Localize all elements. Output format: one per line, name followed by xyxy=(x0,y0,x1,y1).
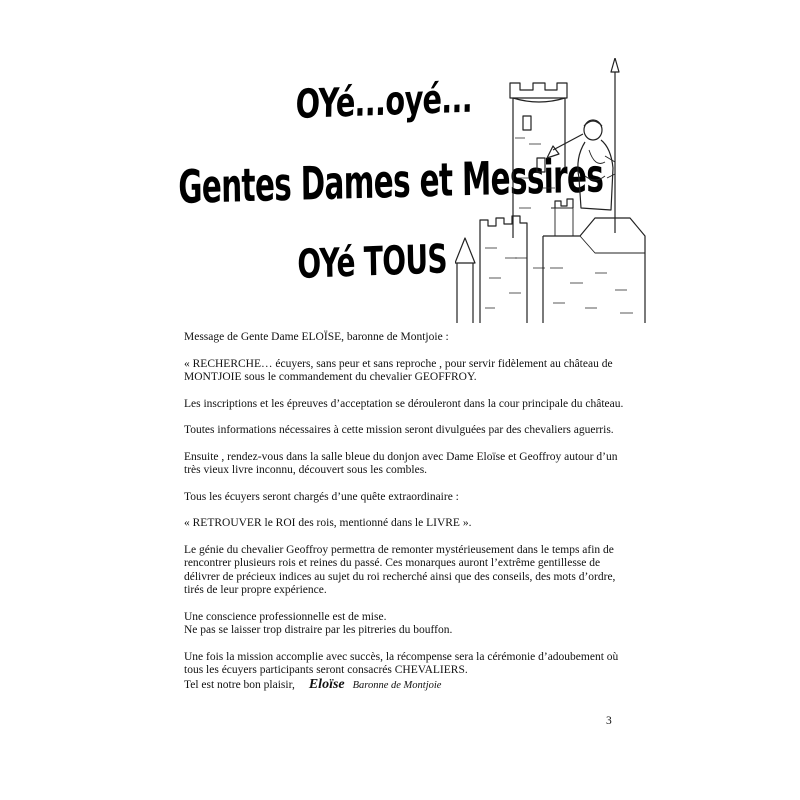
signature-line xyxy=(184,678,634,692)
signature-title: Baronne de Montjoie xyxy=(352,679,442,691)
headline-line-3: OYé TOUS xyxy=(297,236,448,288)
tower-icon xyxy=(510,83,567,268)
castle-walls-icon xyxy=(455,199,645,323)
spear-icon xyxy=(611,58,619,233)
headline-line-1: OYé...oyé... xyxy=(295,75,473,128)
page-number: 3 xyxy=(606,715,612,727)
message-body xyxy=(184,331,634,705)
closing-text: Tel est notre bon plaisir, xyxy=(184,678,295,691)
paragraph-recherche: « RECHERCHE… écuyers, sans peur et sans reproche , pour servir fidèlement au château de MONTJOIE sous le commandement du chevalier GEOFFROY. xyxy=(184,357,613,383)
paragraph-genie: Le génie du chevalier Geoffroy permettra de remonter mystérieusement dans le temps afin de rencontrer plusieurs rois et reines du passé. Ces monarques auront l’extrême gentillesse de délivrer de précieux indices au sujet du roi recherché ainsi que des conseils, des mots d’ordre, tirés de leur propre expérience. xyxy=(184,543,616,597)
paragraph-bouffon: Ne pas se laisser trop distraire par les pitreries du bouffon. xyxy=(184,624,453,637)
headline-line-2: Gentes Dames et Messires xyxy=(178,148,604,214)
signature-name: Eloïse xyxy=(308,676,345,692)
castle-herald-illustration xyxy=(455,58,655,328)
paragraph-inscriptions: Les inscriptions et les épreuves d’acceptation se dérouleront dans la cour principale du château. xyxy=(184,397,624,410)
paragraph-retrouver: « RETROUVER le ROI des rois, mentionné dans le LIVRE ». xyxy=(184,517,472,530)
paragraph-conscience: Une conscience professionnelle est de mise. xyxy=(184,610,387,623)
paragraph-salle-bleue: Ensuite , rendez-vous dans la salle bleue du donjon avec Dame Eloïse et Geoffroy autour d’un très vieux livre inconnu, découvert sous les combles. xyxy=(184,450,618,477)
herald-figure-icon xyxy=(547,120,615,210)
paragraph-quete: Tous les écuyers seront chargés d’une quête extraordinaire : xyxy=(184,490,459,503)
intro-line: Message de Gente Dame ELOÏSE, baronne de Montjoie : xyxy=(184,331,449,343)
paragraph-mission: Une fois la mission accomplie avec succès, la récompense sera la cérémonie d’adoubement où tous les écuyers participants seront consacrés CHEVALIERS. xyxy=(184,650,619,677)
paragraph-informations: Toutes informations nécessaires à cette mission seront divulguées par des chevaliers aguerris. xyxy=(184,424,614,437)
